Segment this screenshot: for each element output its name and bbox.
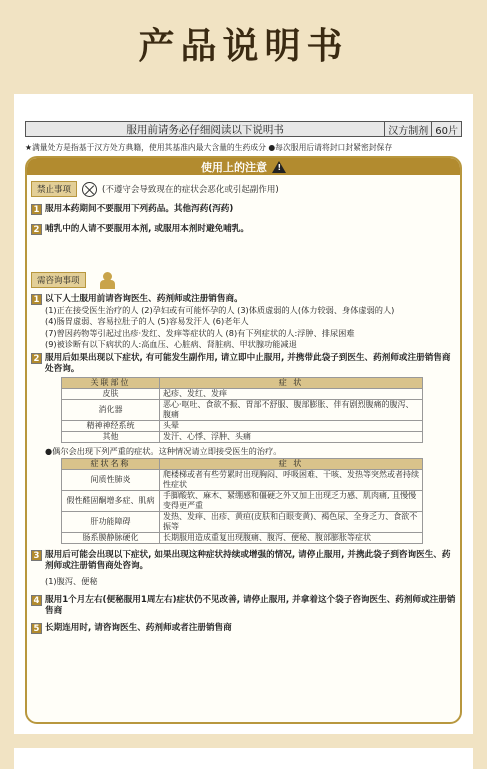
prohibited-item	[31, 224, 456, 235]
table-row	[62, 533, 423, 544]
consult-item-5	[31, 623, 456, 634]
consult-item-1-line: (4)肠胃虚弱、容易拉肚子的人 (5)容易发汗人 (6)老年人	[45, 316, 249, 327]
table-row	[62, 389, 423, 400]
header-text: 服用前请务必仔细阅读以下说明书	[126, 123, 284, 136]
consult-item-1	[31, 294, 456, 305]
severe-symptoms-table	[61, 458, 423, 544]
item-text: 服用1个月左右(便秘服用1周左右)症状仍不见改善, 请停止服用, 并拿着这个袋子咨询医生、药剂师或注册销售商	[45, 595, 456, 617]
table-cell: 肠系膜静脉硬化	[62, 533, 160, 544]
precautions-title: 使用上的注意	[201, 160, 267, 174]
consult-section	[31, 270, 456, 634]
table-row	[62, 400, 423, 421]
consult-item-1-line: (9)被诊断有以下病状的人:高血压、心脏病、肾脏病、甲状腺功能减退	[45, 338, 297, 349]
consult-item-4	[31, 595, 456, 617]
item-number: 5	[31, 623, 42, 634]
item-text: 以下人士服用前请咨询医生、药剂师或注册销售商。	[45, 294, 243, 304]
side-effects-table	[61, 377, 423, 443]
table-cell: 手脚酸软、麻木、紧绷感和僵硬之外又加上出现乏力感、肌肉痛, 且慢慢变得更严重	[160, 491, 423, 512]
table-cell: 发汗、心悸、浮肿、头痛	[160, 432, 423, 443]
kampo-tag: 汉方制剂	[384, 122, 431, 136]
table-cell: 间质性肺炎	[62, 470, 160, 491]
table-row	[62, 491, 423, 512]
item-number: 3	[31, 550, 42, 561]
table-row	[62, 421, 423, 432]
precautions-header	[27, 158, 460, 175]
item-number: 4	[31, 595, 42, 606]
consult-item-3-line: (1)腹泻、便秘	[45, 576, 98, 587]
consult-item-1-line: (7)曾因药物等引起过出疹·发红、发痒等症状的人 (8)有下列症状的人:浮肿、排尿困难	[45, 327, 355, 338]
item-number: 2	[31, 353, 42, 364]
table-row	[62, 470, 423, 491]
item-number: 1	[31, 294, 42, 305]
table-cell: 消化器	[62, 400, 160, 421]
item-text: 长期连用时, 请咨询医生、药剂师或者注册销售商	[45, 623, 232, 634]
severe-symptoms-note: ●偶尔会出现下列严重的症状。这种情况请立即接受医生的治疗。	[45, 446, 282, 457]
table-header: 症 状	[160, 378, 423, 389]
header-bar	[25, 121, 462, 137]
table-cell: 恶心·呕吐、食欲不振、胃部不舒服、腹部膨胀、伴有剧烈腹痛的腹泻、腹痛	[160, 400, 423, 421]
table-cell: 头晕	[160, 421, 423, 432]
table-header: 症状名称	[62, 459, 160, 470]
prescription-note: ★满量处方是指基于汉方处方典籍，使用其基准内最大含量的生药成分 ●每次服用后请将封口封紧密封保存	[25, 143, 393, 152]
warning-glyph: !	[277, 162, 282, 172]
instruction-sheet	[14, 94, 473, 734]
item-text: 服用后如果出现以下症状, 有可能发生副作用, 请立即中止服用, 并携带此袋子到医生、药剂师或注册销售商处咨询。	[45, 353, 451, 375]
consult-item-2	[31, 353, 456, 375]
prohibited-item	[31, 204, 456, 215]
next-sheet-edge	[14, 748, 473, 769]
prohibited-label: 禁止事项	[31, 181, 77, 197]
table-cell: 肝功能障碍	[62, 512, 160, 533]
table-cell: 其他	[62, 432, 160, 443]
table-header: 症 状	[160, 459, 423, 470]
consult-item-1-line: (1)正在接受医生治疗的人 (2)孕妇或有可能怀孕的人 (3)体质虚弱的人(体力较弱、身体虚弱的人)	[45, 305, 395, 315]
prohibited-section	[31, 181, 456, 235]
table-row	[62, 512, 423, 533]
tablet-count-tag: 60片	[431, 122, 461, 136]
table-cell: 起疹、发红、发痒	[160, 389, 423, 400]
table-cell: 爬楼梯或者有些劳累时出现胸闷、呼吸困难、干咳、发热等突然或者持续性症状	[160, 470, 423, 491]
table-cell: 假性醛固酮增多症、肌病	[62, 491, 160, 512]
table-cell: 长期服用造成重复出现腹痛、腹泻、便秘、腹部膨胀等症状	[160, 533, 423, 544]
page-title: 产品说明书	[138, 26, 349, 67]
item-number: 2	[31, 224, 42, 235]
item-text: 服用本药期间不要服用下列药品。其他泻药(泻药)	[45, 204, 234, 214]
table-cell: 皮肤	[62, 389, 160, 400]
item-text: 服用后可能会出现以下症状, 如果出现这种症状持续或增强的情况, 请停止服用, 并携此袋子到咨询医生、药剂师或注册销售商处咨询。	[45, 550, 451, 572]
table-cell: 精神神经系统	[62, 421, 160, 432]
precautions-box	[25, 156, 462, 724]
prohibited-desc: (不遵守会导致现在的症状会恶化或引起副作用)	[102, 185, 279, 195]
table-row	[62, 432, 423, 443]
table-header: 关联部位	[62, 378, 160, 389]
consult-label: 需咨询事项	[31, 272, 86, 288]
table-cell: 发热、发痒、出疹、黄疸(皮肤和白眼变黄)、褐色尿、全身乏力、食欲不振等	[160, 512, 423, 533]
consult-person-icon	[96, 270, 118, 290]
prohibited-icon	[82, 182, 97, 197]
item-text: 哺乳中的人请不要服用本剂, 或服用本剂时避免哺乳。	[45, 224, 249, 234]
item-number: 1	[31, 204, 42, 215]
consult-item-3	[31, 550, 456, 572]
warning-icon	[272, 161, 286, 173]
